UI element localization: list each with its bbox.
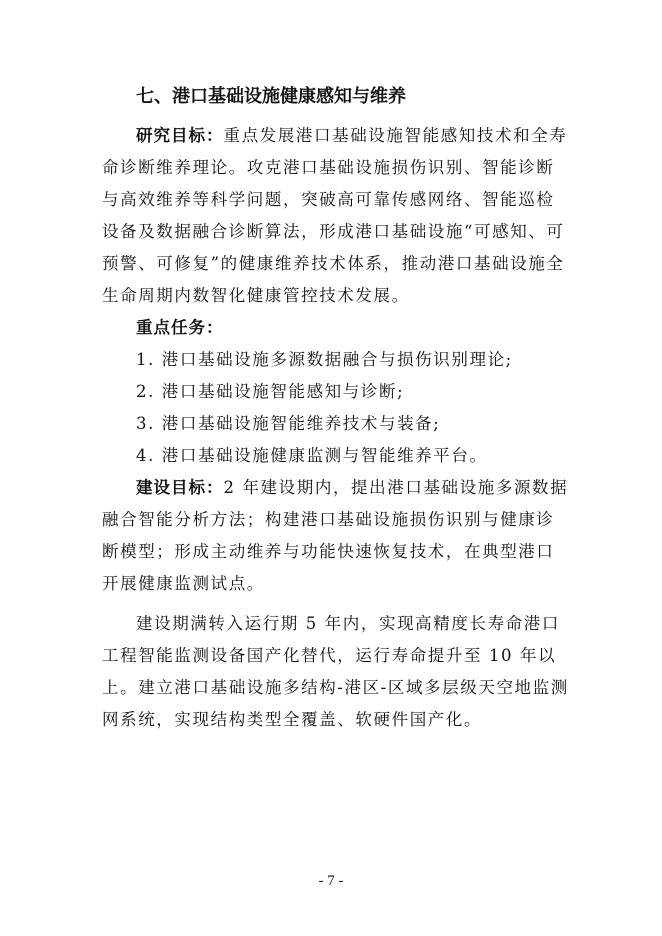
construction-goal-paragraph bbox=[102, 472, 570, 600]
construction-goal-label: 建设目标： bbox=[136, 478, 224, 497]
key-tasks-label: 重点任务： bbox=[136, 318, 224, 337]
key-tasks-label-paragraph bbox=[102, 312, 570, 344]
research-goal-paragraph bbox=[102, 120, 570, 312]
page-number: - 7 - bbox=[318, 873, 344, 889]
research-goal-label: 研究目标： bbox=[136, 126, 224, 145]
section-title: 七、港口基础设施健康感知与维养 bbox=[136, 86, 406, 107]
key-task-item-3: 3. 港口基础设施智能维养技术与装备; bbox=[136, 414, 441, 433]
key-task-item-4: 4. 港口基础设施健康监测与智能维养平台。 bbox=[136, 446, 488, 465]
operation-paragraph: 建设期满转入运行期 5 年内，实现高精度长寿命港口工程智能监测设备国产化替代，运行寿命提升至 10 年以上。建立港口基础设施多结构-港区-区域多层级天空地监测网系统，实现结构类型全覆盖、软硬件国产化。 bbox=[102, 614, 569, 729]
key-task-item-2: 2. 港口基础设施智能感知与诊断; bbox=[136, 382, 405, 401]
research-goal-text: 重点发展港口基础设施智能感知技术和全寿命诊断维养理论。攻克港口基础设施损伤识别、智能诊断与高效维养等科学问题，突破高可靠传感网络、智能巡检设备及数据融合诊断算法，形成港口基础设施“可感知、可预警、可修复”的健康维养技术体系，推动港口基础设施全生命周期内数智化健康管控技术发展。 bbox=[102, 126, 568, 305]
page-content bbox=[102, 86, 570, 736]
key-task-item-1: 1. 港口基础设施多源数据融合与损伤识别理论; bbox=[136, 350, 513, 369]
construction-goal-text: 2 年建设期内，提出港口基础设施多源数据融合智能分析方法；构建港口基础设施损伤识别与健康诊断模型；形成主动维养与功能快速恢复技术，在典型港口开展健康监测试点。 bbox=[102, 478, 569, 593]
